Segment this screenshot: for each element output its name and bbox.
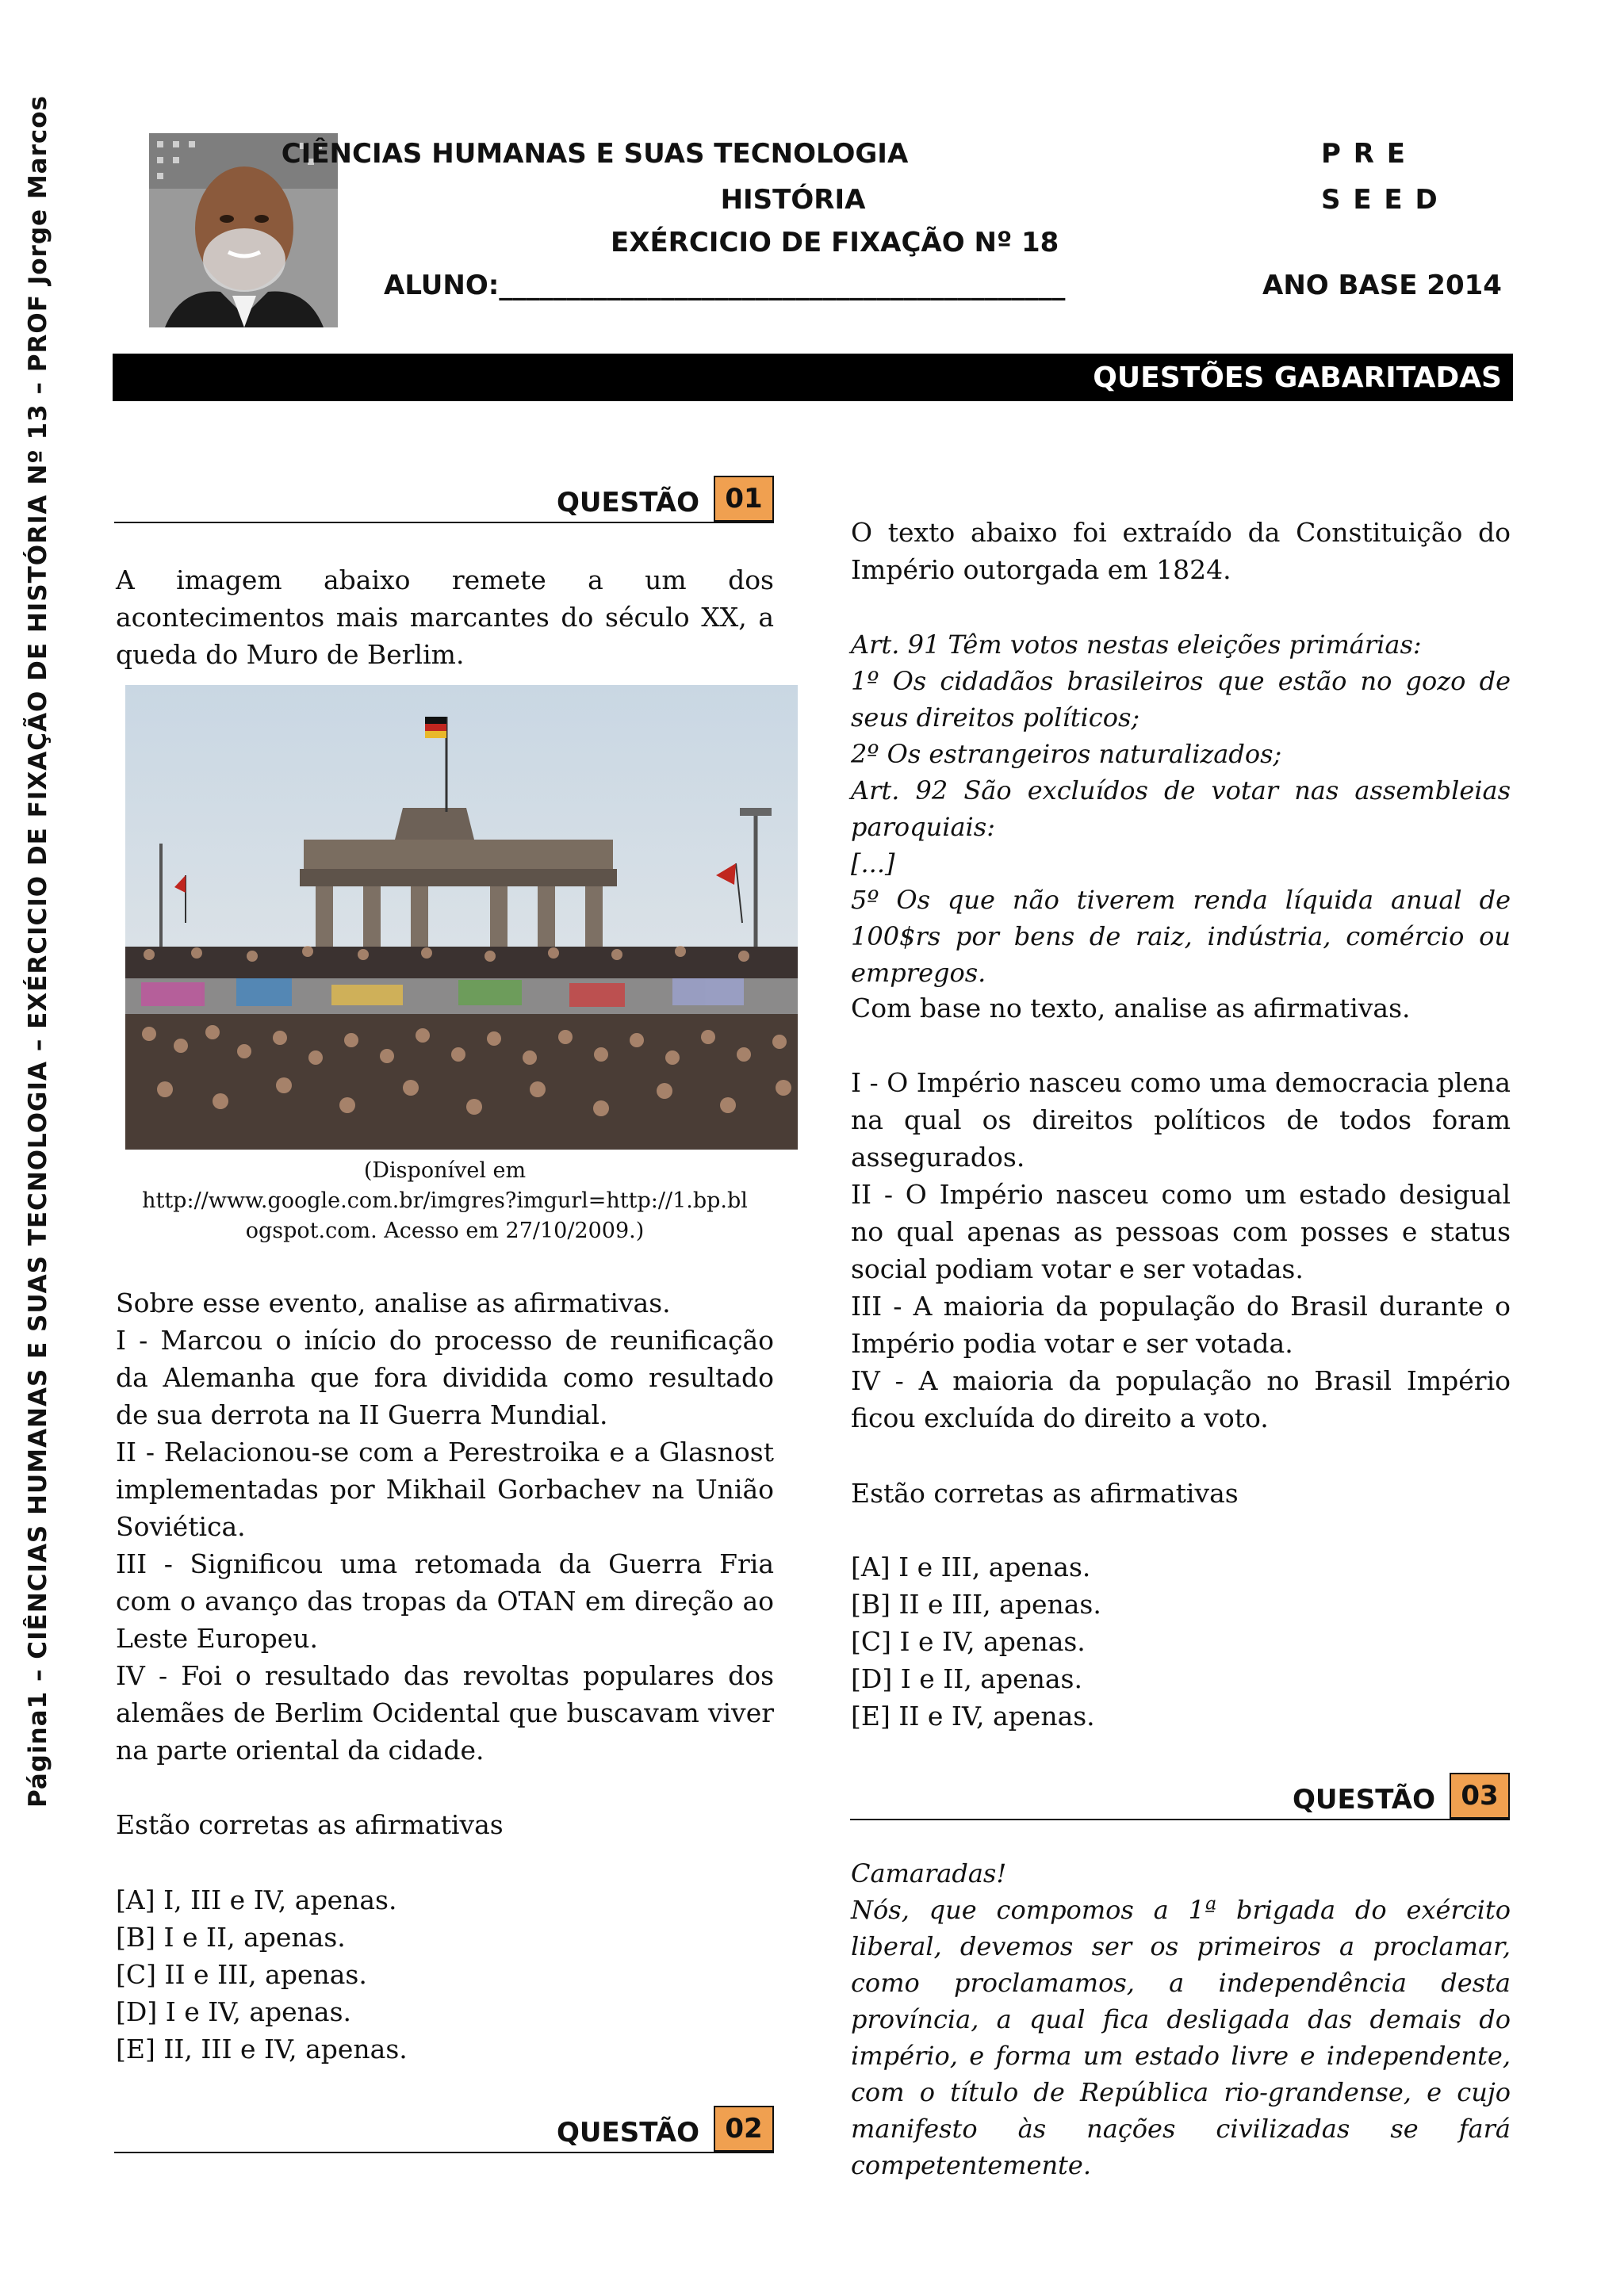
side-margin [6, 0, 70, 1903]
option-b: [B] II e III, apenas. [851, 1589, 1101, 1620]
divider [850, 1819, 1510, 1820]
quote-line: [...] [851, 848, 895, 878]
statement-iii: III - A maioria da população do Brasil durante o Império podia votar e ser votada. [851, 1291, 1511, 1359]
answers-banner [113, 354, 1513, 401]
quote-line: Nós, que compomos a 1ª brigada do exército liberal, devemos ser os primeiros a proclamar, como proclamamos, a independência desta província, a qual fica desligada das demais do império, e forma um estado livre e independente, com o título de República rio-grandense, e cujo manifesto às nações civilizadas se fará competentemente. [851, 1895, 1511, 2180]
question-01-intro: A imagem abaixo remete a um dos acontecimentos mais marcantes do século XX, a queda do Muro de Berlim. [116, 564, 774, 670]
question-01-question: Estão corretas as afirmativas [116, 1809, 504, 1840]
berlin-wall-photo [125, 685, 798, 1150]
statement-iv: IV - A maioria da população no Brasil Império ficou excluída do direito a voto. [851, 1365, 1511, 1433]
quote-line: 1º Os cidadãos brasileiros que estão no gozo de seus direitos políticos; [851, 666, 1511, 733]
question-01-header [114, 476, 774, 523]
question-label: QUESTÃO [557, 487, 699, 519]
header-line-1: CIÊNCIAS HUMANAS E SUAS TECNOLOGIA [281, 138, 909, 170]
side-footer-text: Página1 – CIÊNCIAS HUMANAS E SUAS TECNOLOGIA – EXÉRCICIO DE FIXAÇÃO DE HISTÓRIA Nº 13 – PROF Jorge Marcos [24, 94, 52, 1808]
question-02-question: Estão corretas as afirmativas [851, 1478, 1239, 1509]
statement-i: I - Marcou o início do processo de reunificação da Alemanha que fora dividida como resultado de sua derrota na II Guerra Mundial. [116, 1325, 774, 1430]
statement-iv: IV - Foi o resultado das revoltas populares dos alemães de Berlim Ocidental que buscavam viver na parte oriental da cidade. [116, 1660, 774, 1766]
constitution-quote [851, 626, 1511, 991]
photo-caption-1: (Disponível em [363, 1158, 527, 1183]
option-b: [B] I e II, apenas. [116, 1922, 346, 1953]
photo-caption-2: http://www.google.com.br/imgres?imgurl=http://1.bp.bl [142, 1188, 748, 1213]
header-pre: P R E [1321, 138, 1407, 170]
statement-iii: III - Significou uma retomada da Guerra Fria com o avanço das tropas da OTAN em direção ao Leste Europeu. [116, 1548, 774, 1654]
question-02-intro: O texto abaixo foi extraído da Constituição do Império outorgada em 1824. [851, 517, 1511, 585]
question-number: 01 [714, 476, 774, 522]
question-01-options [116, 1881, 774, 2068]
question-02-prompt: Com base no texto, analise as afirmativas. [851, 993, 1411, 1024]
option-c: [C] II e III, apenas. [116, 1959, 367, 1990]
statement-i: I - O Império nasceu como uma democracia plena na qual os direitos políticos de todos foram assegurados. [851, 1067, 1511, 1173]
question-label: QUESTÃO [557, 2117, 699, 2149]
option-c: [C] I e IV, apenas. [851, 1626, 1086, 1657]
student-name-field: ALUNO:__________________________________________ [384, 270, 1066, 301]
header-line-3: EXÉRCICIO DE FIXAÇÃO Nº 18 [611, 227, 1059, 258]
quote-line: Art. 91 Têm votos nestas eleições primárias: [851, 629, 1422, 660]
question-02-body [851, 1064, 1511, 1437]
question-number: 03 [1450, 1773, 1510, 1819]
option-d: [D] I e II, apenas. [851, 1663, 1082, 1694]
quote-line: 2º Os estrangeiros naturalizados; [851, 739, 1282, 769]
question-prompt: Sobre esse evento, analise as afirmativas. [116, 1288, 671, 1318]
question-03-header [850, 1773, 1510, 1820]
quote-line: 5º Os que não tiverem renda líquida anual de 100$rs por bens de raiz, indústria, comércio ou empregos. [851, 885, 1511, 988]
divider [114, 2152, 774, 2153]
farroupilha-quote [851, 1855, 1511, 2183]
option-a: [A] I, III e IV, apenas. [116, 1885, 397, 1915]
option-d: [D] I e IV, apenas. [116, 1996, 351, 2027]
banner-title: QUESTÕES GABARITADAS [1093, 362, 1502, 394]
question-02-options [851, 1548, 1511, 1735]
option-e: [E] II, III e IV, apenas. [116, 2034, 408, 2064]
quote-line: Art. 92 São excluídos de votar nas assembleias paroquiais: [851, 775, 1511, 842]
question-label: QUESTÃO [1293, 1784, 1435, 1816]
header-seed: S E E D [1321, 184, 1439, 216]
photo-caption-3: ogspot.com. Acesso em 27/10/2009.) [245, 1219, 645, 1243]
statement-ii: II - Relacionou-se com a Perestroika e a Glasnost implementadas por Mikhail Gorbachev na União Soviética. [116, 1437, 774, 1542]
header-line-2: HISTÓRIA [720, 184, 866, 216]
question-number: 02 [714, 2106, 774, 2152]
divider [114, 522, 774, 523]
ano-base: ANO BASE 2014 [1262, 270, 1502, 301]
question-02-header [114, 2106, 774, 2153]
option-a: [A] I e III, apenas. [851, 1552, 1091, 1582]
quote-line: Camaradas! [851, 1858, 1007, 1888]
statement-ii: II - O Império nasceu como um estado desigual no qual apenas as pessoas com posses e status social podiam votar e ser votadas. [851, 1179, 1511, 1284]
option-e: [E] II e IV, apenas. [851, 1701, 1095, 1732]
question-01-body [116, 1284, 774, 1769]
